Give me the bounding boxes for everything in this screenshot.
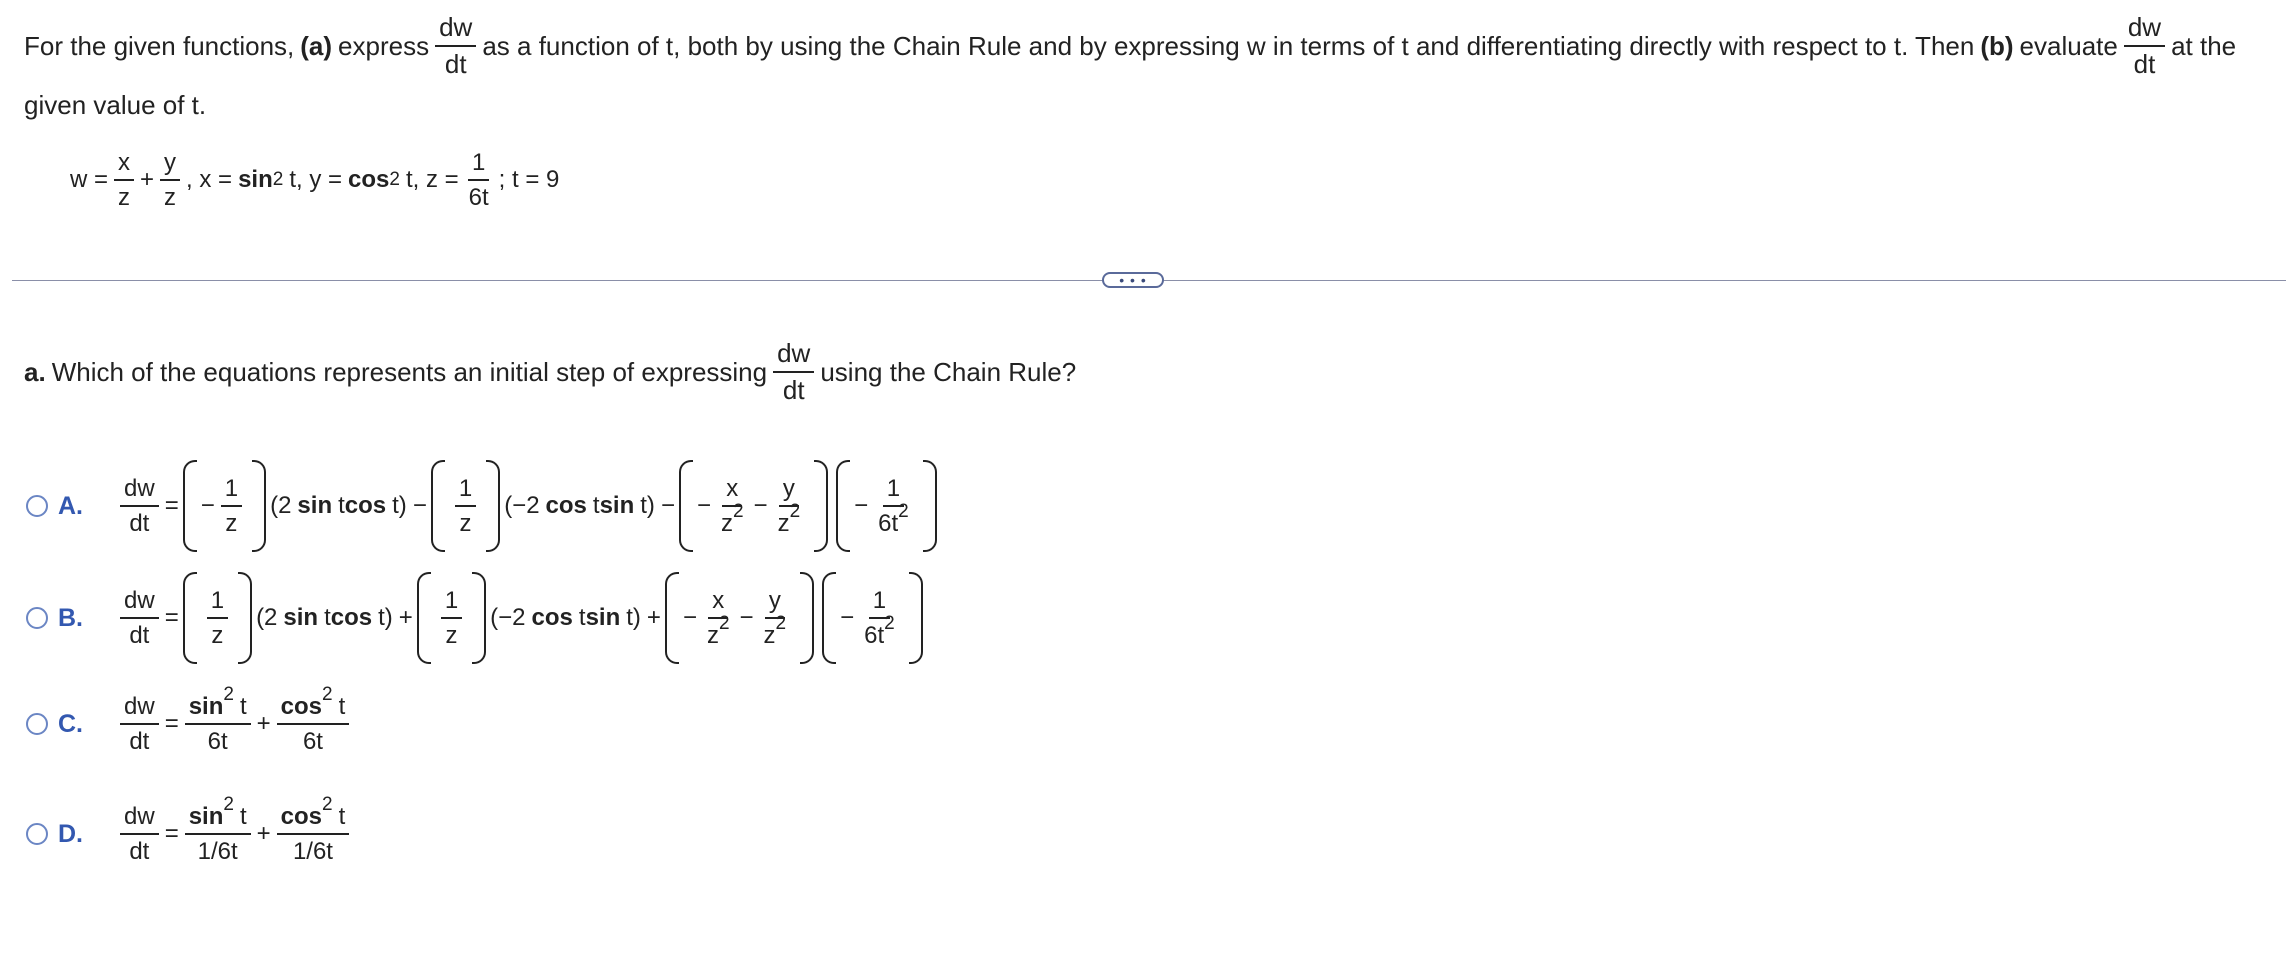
x-over-z: $\frac{x}{z}$	[114, 150, 134, 210]
question-line-2	[24, 90, 206, 121]
question-line-1	[24, 14, 2236, 79]
part-a-prompt	[24, 340, 1076, 405]
part-b-label: (b)	[1980, 30, 2014, 61]
one-over-6t: $\frac{1}{6t}$	[468, 149, 489, 212]
option-d[interactable]: D. $\frac{dw}{dt}$ = $\frac{\sin^2 t}{1/6t}$ + $\frac{\cos^2 t}{1/6t}$	[26, 804, 355, 864]
option-a-letter: A.	[58, 491, 83, 520]
question-text-2: express	[338, 30, 430, 61]
question-text-6: given value of t.	[24, 90, 207, 120]
more-options-button[interactable]: • • •	[1102, 272, 1164, 288]
part-a-prompt-label: a.	[24, 356, 46, 387]
option-c-letter: C.	[58, 709, 83, 738]
option-a[interactable]: A. $\frac{dw}{dt}$ = − $\frac{1}{z}$ (2 sin t cos t) − $\frac{1}{z}$ (−2 cos t sin t) − − $\frac{x}{z^2}$ − $\frac{y}{z^2}$ − $\frac{1}{6t^2}$	[26, 460, 941, 552]
dw-dt-fraction: $\frac{dw}{dt}$	[435, 14, 476, 79]
option-b-letter: B.	[58, 603, 83, 632]
option-c-radio[interactable]	[26, 713, 48, 735]
option-d-letter: D.	[58, 819, 83, 848]
question-text-1: For the given functions,	[24, 30, 295, 61]
part-a-prompt-text-2: using the Chain Rule?	[820, 356, 1077, 387]
part-a-prompt-text-1: Which of the equations represents an initial step of expressing	[51, 356, 768, 387]
question-text-4: evaluate	[2019, 30, 2118, 61]
dw-dt-fraction: $\frac{dw}{dt}$	[2124, 14, 2165, 79]
question-text-3: as a function of t, both by using the Chain Rule and by expressing w in terms of t and differentiating directly with respect to t. Then	[482, 30, 1975, 61]
option-a-radio[interactable]	[26, 495, 48, 517]
dw-dt-fraction: $\frac{dw}{dt}$	[773, 340, 814, 405]
option-b[interactable]: B. $\frac{dw}{dt}$ = $\frac{1}{z}$ (2 sin t cos t) + $\frac{1}{z}$ (−2 cos t sin t) + − $\frac{x}{z^2}$ − $\frac{y}{z^2}$ − $\frac{1}{6t^2}$	[26, 572, 927, 664]
part-a-label: (a)	[300, 30, 333, 61]
question-text-5: at the	[2171, 30, 2237, 61]
given-functions: w = $\frac{x}{z}$ + $\frac{y}{z}$ , x = sin 2 t, y = cos 2 t, z = $\frac{1}{6t}$ ; t = 9	[70, 149, 560, 212]
y-over-z: $\frac{y}{z}$	[160, 150, 180, 210]
option-d-radio[interactable]	[26, 823, 48, 845]
option-c[interactable]: C. $\frac{dw}{dt}$ = $\frac{\sin^2 t}{6t}$ + $\frac{\cos^2 t}{6t}$	[26, 694, 355, 754]
option-b-radio[interactable]	[26, 607, 48, 629]
